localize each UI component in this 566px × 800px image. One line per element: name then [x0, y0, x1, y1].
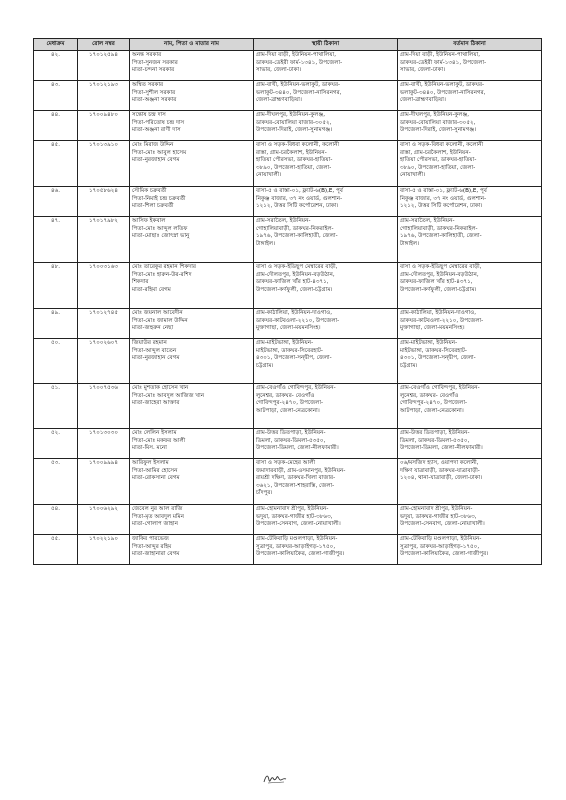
- roll-cell: ১৭০০৯৯৯৪: [78, 459, 130, 505]
- present-address-cell-line: ডাকঘর-কাটবওলা-২২১০, উপজেলা-: [400, 317, 484, 324]
- present-address-cell-line: উপজেলা-কালিয়াকৈর, জেলা-গাজীপুর।: [400, 551, 489, 558]
- present-address-cell: [398, 535, 542, 565]
- present-address-cell-line: গোহালিয়াবাড়ী, ডাকঘর-নিকরাইল-: [400, 225, 478, 232]
- present-address-cell-line: ৪৩০১, উপজেলা-সন্দ্বীপ, জেলা-: [400, 355, 476, 362]
- present-address-cell-line: ডাকঘর-ডেইরী ফার্ম-১৩৪১, উপজেলা-: [400, 59, 487, 66]
- name-cell: [130, 263, 254, 309]
- name-cell-line: পিতা-মোঃ আবদুল আজিজ খান: [132, 392, 205, 399]
- header-permanent-address: স্থায়ী ঠিকানা: [254, 39, 398, 51]
- present-address-cell-line: গ্রাম-দৌলতপুর, ইউনিয়ন-বড়উঠান,: [400, 271, 479, 278]
- table-row: [34, 339, 542, 384]
- permanent-address-cell-line: গ্রাম-সরাতৈল, ইউনিয়ন-: [256, 218, 311, 224]
- permanent-address-cell-line: ডাকঘর-বোয়ালিয়া বাজার-৩০৫২,: [256, 119, 332, 126]
- present-address-cell-line: ডিমলা, ডাকঘর-ডিমলা-৫৩৫০,: [400, 437, 470, 444]
- permanent-address-cell-line: ডাকঘর-ফাজিল খাঁর হাট-৪৩৭১,: [256, 279, 329, 286]
- permanent-address-cell: [254, 459, 398, 505]
- roll-cell: ১৭০১২১৯৩: [78, 81, 130, 111]
- name-cell-line: পিতা-সুনজন সরকার: [132, 59, 178, 66]
- name-cell-line: জেবেল নুর আল রাজি: [132, 506, 183, 512]
- permanent-address-cell-line: উপজেলা-কালিয়াকৈর, জেলা-গাজীপুর।: [256, 551, 345, 558]
- header-name: নাম, পিতা ও মাতার নাম: [130, 39, 254, 51]
- permanent-address-cell-line: উপজেলা-দিরাই, জেলা-সুনামগঞ্জ।: [256, 127, 333, 134]
- name-cell-line: আসিফ ইকবাল: [132, 218, 166, 224]
- permanent-address-cell-line: উপজেলা-ডিমলা, জেলা-নীলফামারী।: [256, 445, 339, 452]
- permanent-address-cell: [254, 141, 398, 187]
- present-address-cell-line: ভদুয়া, ডাকঘর-গাজীর হাট-৩৮৬৩,: [400, 513, 477, 520]
- roll-cell: ১৭০০৬২৯২: [78, 505, 130, 535]
- roll-cell: ১৭০৫৮৬২৪: [78, 187, 130, 217]
- permanent-address-cell-line: গ্রাম-বাখী, ইউনিয়ন-ভলাকুট, ডাকঘর-: [256, 82, 341, 88]
- present-address-cell-line: দক্ষিণ যাত্রাবাড়ী, ডাকঘর-যাত্রাবাড়ী-: [400, 467, 480, 474]
- permanent-address-cell-line: গ্রাম-কাঠালিয়া, ইউনিয়ন-দাওগাও,: [256, 310, 333, 316]
- permanent-address-cell-line: উপজেলা-সেনবাগ, জেলা-নোয়াখালী।: [256, 521, 341, 528]
- permanent-address-cell-line: গোহালিয়াবাড়ী, ডাকঘর-নিকরাইল-: [256, 225, 334, 232]
- permanent-address-cell-line: নিকুঞ্জ বাজার, ৩৭ নং ওয়ার্ড, গুলশান-: [256, 195, 343, 202]
- present-address-cell-line: ১২১২, উত্তর সিটি কর্পোরেশন, ঢাকা।: [400, 203, 483, 210]
- permanent-address-cell: [254, 111, 398, 141]
- permanent-address-cell-line: গ্রাম-উত্তর ডিতপাড়া, ইউনিয়ন-: [256, 430, 326, 436]
- permanent-address-cell-line: আটপাড়া, জেলা-নেত্রকোনা।: [256, 407, 320, 414]
- name-cell: [130, 187, 254, 217]
- name-cell-line: মাতা-মোছাঃ জোৎস্না ভানু: [132, 233, 190, 240]
- roll-cell: ১৭০০৩১৬৩: [78, 263, 130, 309]
- roll-cell: ১৭০০৯৪৮০: [78, 111, 130, 141]
- name-cell-line: মাতা-চন্দনা সরকার: [132, 67, 175, 74]
- signature-icon: [262, 772, 288, 786]
- permanent-address-cell-line: গ্রাম-হোমনাবাদ শ্রীপুর, ইউনিয়ন-: [256, 506, 329, 512]
- present-address-cell: [398, 81, 542, 111]
- name-cell-line: অনন্ত সরকার: [132, 52, 162, 58]
- permanent-address-cell-line: বাসা-৫ ও রাস্তা-০১, ফ্ল্যাট-৬(B),E, পূর্ব: [256, 188, 343, 194]
- table-row: [34, 217, 542, 263]
- present-address-cell-line: ডাকঘর-বোয়ালিয়া বাজার-৩০৫২,: [400, 119, 476, 126]
- serial-cell: ৪৪.: [34, 111, 78, 141]
- permanent-address-cell-line: গ্রাম-দিয়া বাড়ী, ইউনিয়ন-পাথালিয়া,: [256, 52, 337, 58]
- table-row: [34, 81, 542, 111]
- name-cell-line: পিতা-মোঃ মকফর আলী: [132, 437, 186, 444]
- present-address-cell-line: লুনেশ্বর, ডাকঘর- বেওগাঁও: [400, 392, 459, 399]
- present-address-cell: [398, 505, 542, 535]
- present-address-cell-line: উপজেলা-কর্ণফুলী, জেলা-চট্টগ্রাম।: [400, 286, 477, 293]
- permanent-address-cell-line: গ্রাম-মাইটভাঙ্গা, ইউনিয়ন-: [256, 340, 314, 346]
- permanent-address-cell-line: ৩৬২১, উপজেলা-শাহরাস্তি, জেলা-: [256, 482, 335, 489]
- name-cell-line: মাতা-জাহেরা আক্তার: [132, 400, 180, 407]
- name-cell-line: পিতা-আব্দুল বাতেন: [132, 347, 177, 354]
- serial-cell: ৫১.: [34, 384, 78, 429]
- roll-cell: ১৭০১৭৯৮২: [78, 217, 130, 263]
- present-address-cell-line: ০৬/মসজিদ হ্যাস, ওয়াপদা কলোনী,: [400, 460, 479, 466]
- permanent-address-cell-line: ডিমলা, ডাকঘর-ডিমলা-৫৩৫০,: [256, 437, 326, 444]
- name-cell-line: শিকদার: [132, 279, 149, 286]
- present-address-cell-line: গ্রাম-দিয়া বাড়ী, ইউনিয়ন-পাথালিয়া,: [400, 52, 481, 58]
- name-cell-line: পিতা-আব্দুর রহিম: [132, 543, 172, 550]
- name-cell-line: মোঃ তারেকুর রহমান শিকদার: [132, 264, 196, 270]
- present-address-cell-line: উপজেলা-সেনবাগ, জেলা-নোয়াখালী।: [400, 521, 485, 528]
- permanent-address-cell-line: গ্রাম-দৌলতপুর, ইউনিয়ন-বড়উঠান,: [256, 271, 335, 278]
- present-address-cell-line: সাভার, জেলা-ঢাকা।: [400, 67, 446, 74]
- name-cell-line: মোঃ জয়নাল আবেদীন: [132, 310, 183, 316]
- present-address-cell-line: উপজেলা-দিরাই, জেলা-সুনামগঞ্জ।: [400, 127, 477, 134]
- header-roll: রোল নম্বর: [78, 39, 130, 51]
- name-cell-line: মাতা-জহুরুন নেছা: [132, 325, 174, 332]
- table-row: [34, 51, 542, 81]
- permanent-address-cell-line: ১৯৭৬, উপজেলা-কালিহাতী, জেলা-: [256, 233, 338, 240]
- name-cell-line: পিতা-মোঃ জামাল উদ্দিন: [132, 317, 188, 324]
- permanent-address-cell-line: নোয়াখালী।: [256, 172, 282, 179]
- name-cell-line: সন্তোষ চন্দ্র দাস: [132, 112, 166, 118]
- permanent-address-cell-line: জেলা-ব্রাহ্মণবাড়িয়া।: [256, 97, 302, 104]
- name-cell-line: মাতা-নুরজাহান বেগম: [132, 157, 180, 164]
- name-cell-line: মাতা-রহিমা বেগম: [132, 286, 171, 293]
- name-cell: [130, 111, 254, 141]
- page: [33, 38, 541, 565]
- table-row: [34, 384, 542, 429]
- name-cell-line: পিতা-পরিতোষ চন্দ্র দাস: [132, 119, 185, 126]
- present-address-cell-line: ৩৮৯০, উপজেলা-হাতিয়া, জেলা-: [400, 164, 476, 171]
- name-cell-line: পিতা-সুশীল সরকার: [132, 89, 176, 96]
- header-serial: মেধাক্রম: [34, 39, 78, 51]
- present-address-cell-line: গ্রাম-বাখী, ইউনিয়ন-ভলাকুট, ডাকঘর-: [400, 82, 485, 88]
- name-cell-line: পিতা-মোঃ আবুল হাসেম: [132, 149, 187, 156]
- name-cell-line: জাকির পারভেজ: [132, 536, 169, 542]
- permanent-address-cell: [254, 81, 398, 111]
- permanent-address-cell-line: ৩৮৯০, উপজেলা-হাতিয়া, জেলা-: [256, 164, 332, 171]
- name-cell-line: পিতা-মোঃ হারুন-উর-রশিদ: [132, 271, 192, 278]
- table-row: [34, 505, 542, 535]
- present-address-cell-line: উপজেলা-ডিমলা, জেলা-নীলফামারী।: [400, 445, 483, 452]
- name-cell-line: মাতা-জাহানারা বেগম: [132, 551, 180, 558]
- name-cell-line: পিতা-মোঃ আব্দুল লতিফ: [132, 225, 188, 232]
- present-address-cell-line: রাস্তা, গ্রাম-চরকৈলাশ, ইউনিয়ন-: [400, 149, 471, 156]
- permanent-address-cell: [254, 309, 398, 339]
- present-address-cell-line: জেলা-ব্রাহ্মণবাড়িয়া।: [400, 97, 446, 104]
- table-header-row: [34, 39, 542, 51]
- roll-cell: ১৭০১৩০৩০: [78, 429, 130, 459]
- name-cell-line: অম্বিত সরকার: [132, 82, 164, 88]
- name-cell: [130, 429, 254, 459]
- table-row: [34, 141, 542, 187]
- name-cell: [130, 217, 254, 263]
- serial-cell: ৫৫.: [34, 535, 78, 565]
- permanent-address-cell: [254, 339, 398, 384]
- permanent-address-cell-line: গ্রাম-দীঘলপুর, ইউনিয়ন-কুলঞ্জ,: [256, 112, 326, 118]
- serial-cell: ৪৬.: [34, 187, 78, 217]
- permanent-address-cell-line: গ্রাম-বেওগাঁও গোবিন্দপুর, ইউনিয়ন-: [256, 385, 336, 391]
- present-address-cell-line: টাঙ্গাইল।: [400, 240, 420, 247]
- present-address-cell-line: ডাকঘর-ফাজিল খাঁর হাট-৪৩৭১,: [400, 279, 473, 286]
- permanent-address-cell-line: মুক্তাগাছা, জেলা-ময়মনসিংহ।: [256, 325, 321, 332]
- name-cell-line: পিতা-মৃত আবদুল মমিন: [132, 513, 184, 520]
- permanent-address-cell: [254, 535, 398, 565]
- name-cell-line: মাতা-মিস. মনো: [132, 445, 167, 452]
- permanent-address-cell-line: ডাকঘর-ডেইরী ফার্ম-১৩৪১, উপজেলা-: [256, 59, 343, 66]
- permanent-address-cell-line: ভদুয়া, ডাকঘর-গাজীর হাট-৩৮৬৩,: [256, 513, 333, 520]
- name-cell: [130, 51, 254, 81]
- name-cell-line: মাতা-নুরজাহান বেগম: [132, 355, 180, 362]
- present-address-cell-line: বাসা ও সড়ক-ইডিছুপ মেম্বারের বাড়ী,: [400, 264, 482, 270]
- name-cell: [130, 384, 254, 429]
- present-address-cell-line: চট্টগ্রাম।: [400, 362, 418, 369]
- roll-cell: ১৭০১২৭৪৫: [78, 309, 130, 339]
- permanent-address-cell: [254, 505, 398, 535]
- roll-cell: ১৭০০৭৫৩৬: [78, 384, 130, 429]
- name-cell: [130, 505, 254, 535]
- permanent-address-cell-line: গ্রাম-টেকিবাড়ি মণ্ডলপাড়া, ইউনিয়ন-: [256, 536, 338, 542]
- present-address-cell: [398, 339, 542, 384]
- permanent-address-cell: [254, 187, 398, 217]
- present-address-cell: [398, 187, 542, 217]
- name-cell-line: জিয়াউর রহমান: [132, 340, 167, 346]
- roll-cell: ১৭০১২৫৯৪: [78, 51, 130, 81]
- present-address-cell-line: ভলাকুট-৩৪৪০, উপজেলা-নাসিরনগর,: [400, 89, 486, 96]
- present-address-cell-line: নিকুঞ্জ বাজার, ৩৭ নং ওয়ার্ড, গুলশান-: [400, 195, 487, 202]
- present-address-cell-line: মাইটভাঙ্গা, ডাকঘর-সিবেরহাট-: [400, 347, 467, 354]
- present-address-cell-line: গ্রাম-সরাতৈল, ইউনিয়ন-: [400, 218, 455, 224]
- name-cell: [130, 339, 254, 384]
- present-address-cell: [398, 429, 542, 459]
- present-address-cell: [398, 111, 542, 141]
- permanent-address-cell-line: গোবিন্দপুর-২৪৭০, উপজেলা-: [256, 400, 323, 407]
- permanent-address-cell-line: উপজেলা-কর্ণফুলী, জেলা-চট্টগ্রাম।: [256, 286, 333, 293]
- name-cell-line: মোঃ মিরাজ উদ্দিন: [132, 142, 174, 148]
- table-row: [34, 459, 542, 505]
- name-cell: [130, 459, 254, 505]
- permanent-address-cell-line: সাভার, জেলা-ঢাকা।: [256, 67, 302, 74]
- permanent-address-cell: [254, 217, 398, 263]
- permanent-address-cell-line: ১২১২, উত্তর সিটি কর্পোরেশন, ঢাকা।: [256, 203, 339, 210]
- permanent-address-cell-line: টাঙ্গাইল।: [256, 240, 276, 247]
- name-cell-line: মাতা-অঞ্জনা সরকার: [132, 97, 177, 104]
- roll-cell: ১৭০২২১৯০: [78, 535, 130, 565]
- serial-cell: ৫৩.: [34, 459, 78, 505]
- present-address-cell: [398, 141, 542, 187]
- table-row: [34, 429, 542, 459]
- present-address-cell-line: হাতিয়া পৌরসভা, ডাকঘর-হাতিয়া-: [400, 157, 477, 164]
- permanent-address-cell-line: বাসা ও সড়ক-ইডিছুপ মেম্বারের বাড়ী,: [256, 264, 338, 270]
- serial-cell: ৫২.: [34, 429, 78, 459]
- present-address-cell-line: বাসা ও সড়ক-বিধবা কলোনী, কলোনী: [400, 142, 484, 148]
- permanent-address-cell-line: রাস্তা, গ্রাম-চরকৈলাশ, ইউনিয়ন-: [256, 149, 327, 156]
- name-cell-line: আরিফুল ইসলাম: [132, 460, 169, 466]
- present-address-cell: [398, 51, 542, 81]
- permanent-address-cell: [254, 263, 398, 309]
- permanent-address-cell: [254, 429, 398, 459]
- permanent-address-cell-line: বাসা ও সড়ক-মেহের আলী: [256, 460, 316, 466]
- present-address-cell: [398, 263, 542, 309]
- serial-cell: ৪৩.: [34, 81, 78, 111]
- name-cell-line: মাতা-রোকসানা বেগম: [132, 475, 180, 482]
- present-address-cell-line: গ্রাম-উত্তর ডিতপাড়া, ইউনিয়ন-: [400, 430, 470, 436]
- name-cell-line: পিতা-আমির হোসেন: [132, 467, 178, 474]
- present-address-cell-line: গ্রাম-দীঘলপুর, ইউনিয়ন-কুলঞ্জ,: [400, 112, 470, 118]
- table-row: [34, 309, 542, 339]
- permanent-address-cell-line: জমাদারবাড়ী, গ্রাম-ওসমানপুর, ইউনিয়ন-: [256, 467, 346, 474]
- present-address-cell-line: গ্রাম-টেকিবাড়ি মণ্ডলপাড়া, ইউনিয়ন-: [400, 536, 482, 542]
- serial-cell: ৫৪.: [34, 505, 78, 535]
- present-address-cell-line: নোয়াখালী।: [400, 172, 426, 179]
- present-address-cell-line: গ্রাম-বেওগাঁও গোবিন্দপুর, ইউনিয়ন-: [400, 385, 480, 391]
- name-cell-line: মোঃ লেলিন ইসলাম: [132, 430, 177, 436]
- permanent-address-cell-line: ডাকঘর-কাটবওলা-২২১০, উপজেলা-: [256, 317, 340, 324]
- permanent-address-cell-line: ভলাকুট-৩৪৪০, উপজেলা-নাসিরনগর,: [256, 89, 342, 96]
- present-address-cell-line: সুত্রাপুর, ডাকঘর-আড়াইগড়-১৭৫০,: [400, 543, 480, 550]
- name-cell: [130, 81, 254, 111]
- present-address-cell: [398, 384, 542, 429]
- present-address-cell-line: গোবিন্দপুর-২৪৭০, উপজেলা-: [400, 400, 467, 407]
- permanent-address-cell-line: ৪৩০১, উপজেলা-সন্দ্বীপ, জেলা-: [256, 355, 332, 362]
- roll-cell: ১৭০০২৬০৭: [78, 339, 130, 384]
- name-cell-line: পিতা-নিমাই চন্দ্র চক্রবর্তী: [132, 195, 186, 202]
- permanent-address-cell-line: সুত্রাপুর, ডাকঘর-আড়াইগড়-১৭৫০,: [256, 543, 336, 550]
- table-row: [34, 111, 542, 141]
- table-row: [34, 263, 542, 309]
- serial-cell: ৪২.: [34, 51, 78, 81]
- serial-cell: ৪৫.: [34, 141, 78, 187]
- present-address-cell-line: গ্রাম-হোমনাবাদ শ্রীপুর, ইউনিয়ন-: [400, 506, 473, 512]
- name-cell: [130, 309, 254, 339]
- permanent-address-cell: [254, 384, 398, 429]
- name-cell: [130, 535, 254, 565]
- permanent-address-cell-line: চাঁদপুর।: [256, 490, 273, 497]
- permanent-address-cell: [254, 51, 398, 81]
- permanent-address-cell-line: রায়শ্রী দক্ষিণ, ডাকঘর-খিলা বাজার-: [256, 475, 336, 482]
- roll-cell: ১৭০১৩৯১০: [78, 141, 130, 187]
- present-address-cell-line: মুক্তাগাছা, জেলা-ময়মনসিংহ।: [400, 325, 465, 332]
- present-address-cell-line: গ্রাম-মাইটভাঙ্গা, ইউনিয়ন-: [400, 340, 458, 346]
- permanent-address-cell-line: লুনেশ্বর, ডাকঘর- বেওগাঁও: [256, 392, 315, 399]
- present-address-cell-line: ১৯৭৬, উপজেলা-কালিহাতী, জেলা-: [400, 233, 482, 240]
- name-cell-line: মাতা-শিলা চক্রবর্তী: [132, 203, 174, 210]
- table-row: [34, 535, 542, 565]
- present-address-cell: [398, 459, 542, 505]
- present-address-cell-line: বাসা-৫ ও রাস্তা-০১, ফ্ল্যাট-৬(B),E, পূর্ব: [400, 188, 487, 194]
- serial-cell: ৪৭.: [34, 217, 78, 263]
- header-present-address: বর্তমান ঠিকানা: [398, 39, 542, 51]
- name-cell-line: মাতা-অঞ্জনা রাণী দাস: [132, 127, 181, 134]
- permanent-address-cell-line: বাসা ও সড়ক-বিধবা কলোনী, কলোনী: [256, 142, 340, 148]
- name-cell-line: সৌমিক চক্রবর্তী: [132, 188, 167, 194]
- present-address-cell-line: আটপাড়া, জেলা-নেত্রকোনা।: [400, 407, 464, 414]
- serial-cell: ৪৯.: [34, 309, 78, 339]
- permanent-address-cell-line: চট্টগ্রাম।: [256, 362, 274, 369]
- present-address-cell-line: গ্রাম-কাঠালিয়া, ইউনিয়ন-দাওগাও,: [400, 310, 477, 316]
- name-cell-line: মাতা-গোলাপ জাহান: [132, 521, 179, 528]
- present-address-cell: [398, 309, 542, 339]
- serial-cell: ৫০.: [34, 339, 78, 384]
- present-address-cell-line: ১২০৪, থানা-যাত্রাবাড়ী, জেলা-ঢাকা।: [400, 475, 483, 482]
- name-cell: [130, 141, 254, 187]
- merit-list-table: [33, 38, 542, 565]
- permanent-address-cell-line: মাইটভাঙ্গা, ডাকঘর-সিবেরহাট-: [256, 347, 323, 354]
- serial-cell: ৪৮.: [34, 263, 78, 309]
- name-cell-line: মোঃ মুশতাক হোসেন খান: [132, 385, 189, 391]
- present-address-cell: [398, 217, 542, 263]
- table-row: [34, 187, 542, 217]
- permanent-address-cell-line: হাতিয়া পৌরসভা, ডাকঘর-হাতিয়া-: [256, 157, 333, 164]
